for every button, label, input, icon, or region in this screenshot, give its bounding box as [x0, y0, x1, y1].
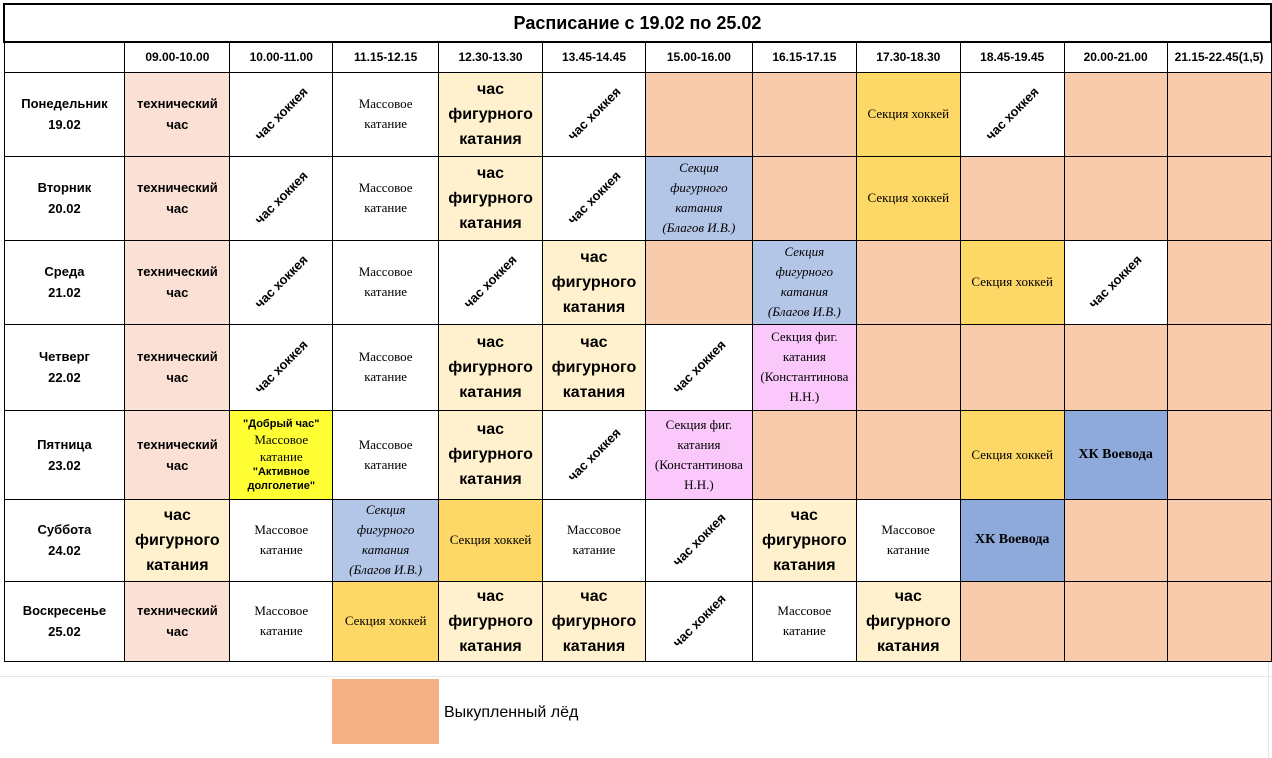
cell-text: Секция фиг.	[771, 329, 838, 344]
schedule-cell-bought	[1167, 324, 1271, 410]
cell-text: катания	[773, 556, 836, 574]
cell-text: час	[476, 587, 505, 605]
schedule-cell-chas	[543, 72, 646, 156]
schedule-cell-mass	[230, 499, 333, 581]
schedule-cell-bought	[645, 240, 752, 324]
day-name: Четверг	[38, 349, 90, 364]
schedule-cell-bought	[1167, 410, 1271, 499]
cell-text: час хоккея	[251, 252, 311, 311]
schedule-cell-bought	[856, 324, 960, 410]
cell-text: фигурного	[865, 612, 951, 630]
schedule-cell-hockey	[439, 499, 543, 581]
schedule-cell-bought	[1167, 156, 1271, 240]
schedule-cell-chas	[230, 72, 333, 156]
day-label	[4, 499, 125, 581]
schedule-cell-mass	[333, 156, 439, 240]
day-date: 20.02	[48, 201, 81, 216]
cell-text: (Благов И.В.)	[349, 562, 423, 577]
schedule-cell-bought	[960, 324, 1064, 410]
cell-text: Н.Н.)	[789, 389, 820, 404]
day-date: 19.02	[48, 117, 81, 132]
cell-text: фигурного	[448, 446, 533, 463]
schedule-cell-figure	[543, 581, 646, 661]
schedule-cell-dobr	[230, 410, 333, 499]
cell-text: час	[166, 457, 189, 473]
schedule-cell-hockey	[960, 410, 1064, 499]
cell-text: катания	[782, 349, 826, 364]
cell-text: фигурного	[551, 273, 637, 291]
schedule-cell-chas	[439, 240, 543, 324]
time-header: 10.00-11.00	[230, 42, 333, 72]
schedule-cell-figure	[439, 410, 543, 499]
grid-line	[1268, 662, 1269, 758]
day-date: 25.02	[48, 624, 81, 639]
day-label	[4, 240, 125, 324]
cell-text: фигурного	[551, 612, 637, 630]
cell-text: катания	[877, 637, 940, 655]
schedule-cell-bought	[1064, 72, 1167, 156]
day-row	[4, 499, 1271, 581]
time-header: 21.15-22.45(1,5)	[1167, 42, 1271, 72]
schedule-cell-chas	[230, 324, 333, 410]
cell-text: час хоккея	[982, 84, 1042, 143]
cell-text: Секция фиг.	[665, 416, 733, 432]
cell-text: Массовое	[358, 180, 413, 195]
cell-text: технический	[136, 603, 218, 618]
cell-text: час	[163, 506, 191, 524]
cell-text: час хоккея	[251, 84, 311, 143]
cell-text: (Благов И.В.)	[662, 220, 736, 235]
cell-text: технический	[136, 180, 218, 195]
cell-text: катание	[572, 542, 616, 557]
cell-text: катания	[562, 298, 626, 316]
schedule-cell-bought	[1167, 72, 1271, 156]
schedule-cell-tech	[125, 324, 230, 410]
cell-text: фигурного	[762, 531, 847, 549]
cell-text: катание	[364, 369, 408, 384]
cell-text: катание	[259, 542, 303, 557]
schedule-cell-tech	[125, 156, 230, 240]
schedule-cell-figure	[752, 499, 856, 581]
cell-text: Секция	[679, 160, 719, 175]
cell-text: фигурного	[551, 358, 637, 376]
day-row	[4, 324, 1271, 410]
cell-text: технический	[136, 96, 218, 111]
cell-text: катание	[782, 623, 826, 638]
schedule-cell-hockey	[333, 581, 439, 661]
day-label	[4, 324, 125, 410]
cell-text: Массовое	[254, 603, 309, 618]
cell-text: фигурного	[448, 105, 533, 123]
schedule-cell-figure	[439, 156, 543, 240]
time-header: 09.00-10.00	[125, 42, 230, 72]
cell-text: час	[476, 164, 505, 182]
page-title: Расписание с 19.02 по 25.02	[4, 4, 1271, 42]
cell-text: час	[476, 80, 505, 98]
schedule-cell-bought	[1064, 324, 1167, 410]
schedule-cell-bought	[752, 410, 856, 499]
cell-text: Массовое	[254, 431, 309, 447]
day-date: 22.02	[48, 370, 81, 385]
cell-text: катания	[562, 383, 626, 401]
schedule-cell-chas	[230, 240, 333, 324]
day-name: Пятница	[37, 436, 92, 452]
cell-text: катания	[562, 637, 626, 655]
schedule-cell-bought	[960, 581, 1064, 661]
schedule-cell-bought	[1167, 499, 1271, 581]
schedule-cell-tech	[125, 410, 230, 499]
cell-text: катание	[259, 448, 303, 464]
cell-text: ХК Воевода	[1078, 446, 1153, 462]
day-row	[4, 410, 1271, 499]
cell-text: Секция	[365, 502, 406, 517]
schedule-cell-figure	[856, 581, 960, 661]
cell-text: час хоккея	[669, 510, 729, 569]
cell-text: час	[894, 587, 922, 605]
day-label	[4, 156, 125, 240]
schedule-cell-mass	[752, 581, 856, 661]
cell-text: час хоккея	[669, 591, 729, 650]
schedule-cell-mass	[333, 410, 439, 499]
schedule-cell-bought	[1064, 581, 1167, 661]
cell-text: Массовое	[358, 349, 413, 364]
schedule-cell-chas	[645, 324, 752, 410]
legend-label: Выкупленный лёд	[444, 704, 579, 721]
cell-text: Массовое	[881, 522, 936, 537]
schedule-cell-chas	[960, 72, 1064, 156]
cell-text: "Активное	[252, 465, 310, 478]
cell-text: катания	[361, 542, 410, 557]
day-name: Среда	[44, 264, 85, 279]
day-row	[4, 72, 1271, 156]
schedule-cell-tech	[125, 240, 230, 324]
cell-text: фигурного	[135, 531, 220, 549]
schedule-cell-hockey	[856, 156, 960, 240]
schedule-cell-bought	[752, 156, 856, 240]
cell-text: Секция хоккей	[971, 274, 1054, 289]
cell-text: час	[166, 285, 189, 300]
time-header: 16.15-17.15	[752, 42, 856, 72]
cell-text: катания	[459, 383, 522, 401]
cell-text: (Константинова	[760, 369, 849, 384]
schedule-cell-chas	[645, 499, 752, 581]
time-header: 20.00-21.00	[1064, 42, 1167, 72]
cell-text: час	[166, 117, 189, 132]
cell-text: час	[580, 587, 608, 605]
schedule-cell-hockey	[856, 72, 960, 156]
cell-text: фигурного	[670, 180, 728, 195]
cell-text: час хоккея	[1086, 252, 1146, 311]
cell-text: фигурного	[448, 612, 533, 630]
schedule-cell-mass	[333, 72, 439, 156]
cell-text: час хоккея	[251, 168, 311, 227]
grid-line	[0, 676, 1272, 677]
cell-text: час	[580, 248, 608, 266]
cell-text: час хоккея	[564, 424, 624, 484]
cell-text: Секция хоккей	[344, 613, 427, 628]
cell-text: час хоккея	[251, 337, 311, 396]
schedule-cell-figure	[439, 581, 543, 661]
day-name: Воскресенье	[22, 603, 107, 618]
day-date: 24.02	[48, 543, 81, 558]
cell-text: Массовое	[777, 603, 832, 618]
schedule-cell-mass	[333, 324, 439, 410]
cell-text: катания	[780, 284, 828, 299]
schedule-cell-bought	[960, 156, 1064, 240]
schedule-cell-mass	[543, 499, 646, 581]
schedule-cell-bought	[1064, 156, 1167, 240]
cell-text: час хоккея	[564, 84, 624, 143]
cell-text: Массовое	[358, 96, 413, 111]
cell-text: ХК Воевода	[974, 532, 1050, 547]
cell-text: катание	[886, 542, 930, 557]
cell-text: катание	[364, 284, 408, 299]
schedule-cell-mass	[856, 499, 960, 581]
schedule-cell-hockey	[960, 240, 1064, 324]
schedule-cell-chas	[645, 581, 752, 661]
cell-text: катания	[459, 471, 522, 488]
cell-text: Массовое	[358, 436, 413, 452]
cell-text: Секция хоккей	[867, 190, 950, 205]
cell-text: долголетие"	[247, 479, 316, 492]
schedule-cell-tech	[125, 72, 230, 156]
cell-text: час	[790, 506, 818, 524]
cell-text: катание	[259, 623, 303, 638]
day-row	[4, 581, 1271, 661]
day-label	[4, 581, 125, 661]
schedule-cell-bought	[856, 410, 960, 499]
cell-text: Массовое	[567, 522, 621, 537]
schedule-cell-bought	[1167, 240, 1271, 324]
day-date: 23.02	[48, 457, 81, 473]
cell-text: технический	[136, 349, 218, 364]
schedule-cell-voev	[960, 499, 1064, 581]
cell-text: фигурного	[448, 189, 533, 207]
cell-text: час	[166, 370, 189, 385]
cell-text: час	[166, 201, 189, 216]
cell-text: Секция	[784, 244, 825, 259]
schedule-cell-figure	[439, 72, 543, 156]
schedule-cell-figure	[543, 240, 646, 324]
cell-text: Секция хоккей	[449, 532, 532, 547]
time-header: 18.45-19.45	[960, 42, 1064, 72]
day-name: Суббота	[37, 522, 92, 537]
time-header: 11.15-12.15	[333, 42, 439, 72]
time-header: 17.30-18.30	[856, 42, 960, 72]
cell-text: час хоккея	[669, 337, 729, 396]
time-header: 15.00-16.00	[645, 42, 752, 72]
schedule-cell-blagov	[333, 499, 439, 581]
cell-text: фигурного	[356, 522, 415, 537]
cell-text: фигурного	[775, 264, 834, 279]
schedule-cell-voev	[1064, 410, 1167, 499]
cell-text: катания	[459, 637, 522, 655]
day-name: Вторник	[37, 180, 92, 195]
day-date: 21.02	[48, 285, 81, 300]
cell-text: Секция хоккей	[971, 446, 1054, 462]
cell-text: Секция хоккей	[867, 106, 950, 121]
cell-text: Массовое	[358, 264, 413, 279]
cell-text: катания	[459, 214, 522, 232]
day-label	[4, 410, 125, 499]
cell-text: катание	[364, 200, 408, 215]
time-header-row	[4, 42, 1271, 72]
schedule-cell-chas	[543, 156, 646, 240]
cell-text: катание	[364, 456, 408, 472]
cell-text: час хоккея	[564, 168, 624, 227]
day-label	[4, 72, 125, 156]
cell-text: Массовое	[254, 522, 309, 537]
legend-swatch-bought-ice	[332, 679, 439, 744]
time-header: 12.30-13.30	[439, 42, 543, 72]
schedule-cell-konst	[752, 324, 856, 410]
schedule-cell-figure	[439, 324, 543, 410]
schedule-cell-chas	[1064, 240, 1167, 324]
schedule-cell-bought	[1167, 581, 1271, 661]
cell-text: час хоккея	[461, 252, 520, 311]
schedule-cell-chas	[230, 156, 333, 240]
cell-text: Н.Н.)	[684, 476, 714, 492]
cell-text: катания	[459, 130, 522, 148]
schedule-cell-mass	[230, 581, 333, 661]
time-header: 13.45-14.45	[543, 42, 646, 72]
cell-text: катание	[364, 116, 408, 131]
cell-text: "Добрый час"	[243, 417, 320, 430]
schedule-cell-blagov	[645, 156, 752, 240]
schedule-table	[3, 3, 1272, 662]
cell-text: катания	[675, 200, 723, 215]
schedule-cell-blagov	[752, 240, 856, 324]
schedule-cell-bought	[856, 240, 960, 324]
cell-text: катания	[146, 556, 209, 574]
cell-text: фигурного	[448, 358, 533, 376]
cell-text: технический	[136, 436, 218, 452]
schedule-cell-konst	[645, 410, 752, 499]
schedule-cell-figure	[125, 499, 230, 581]
cell-text: час	[166, 624, 189, 639]
day-name: Понедельник	[21, 96, 108, 111]
schedule-cell-bought	[645, 72, 752, 156]
schedule-cell-tech	[125, 581, 230, 661]
cell-text: час	[476, 421, 505, 438]
schedule-cell-bought	[752, 72, 856, 156]
schedule-cell-figure	[543, 324, 646, 410]
day-row	[4, 240, 1271, 324]
cell-text: (Константинова	[654, 456, 743, 472]
header-corner	[4, 42, 125, 72]
day-row	[4, 156, 1271, 240]
cell-text: час	[476, 333, 505, 351]
schedule-cell-bought	[1064, 499, 1167, 581]
cell-text: (Благов И.В.)	[767, 304, 841, 319]
cell-text: час	[580, 333, 608, 351]
schedule-sheet	[3, 3, 1272, 662]
cell-text: технический	[136, 264, 218, 279]
cell-text: катания	[677, 436, 721, 452]
schedule-cell-chas	[543, 410, 646, 499]
schedule-cell-mass	[333, 240, 439, 324]
